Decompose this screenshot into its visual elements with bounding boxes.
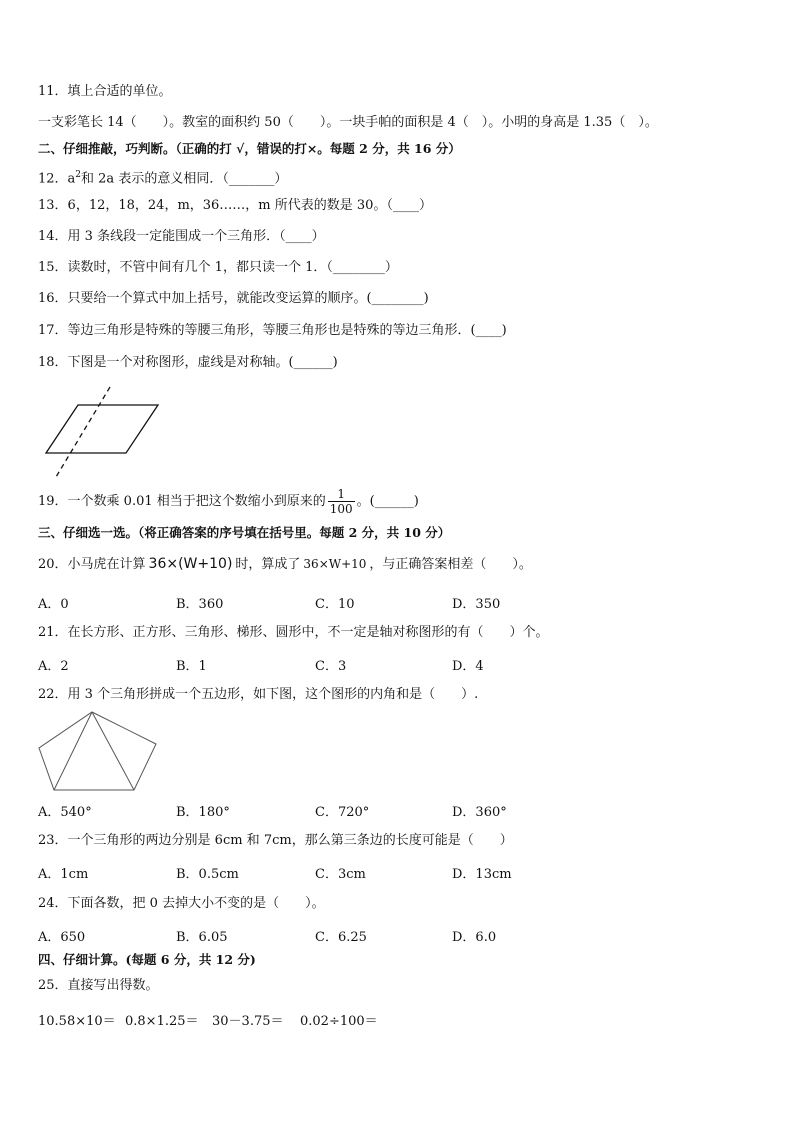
q19-post: 。(______) xyxy=(356,494,419,509)
q23: 23．一个三角形的两边分别是 6cm 和 7cm，那么第三条边的长度可能是（ ） xyxy=(38,833,513,848)
q12-post: 和 2a 表示的意义相同．（_______） xyxy=(81,171,288,187)
q21-option-a[interactable]: A．2 xyxy=(38,659,69,674)
q23-option-d[interactable]: D．13cm xyxy=(452,867,512,882)
q22-option-b[interactable]: B．180° xyxy=(176,805,230,820)
q15: 15．读数时，不管中间有几个 1，都只读一个 1．（________） xyxy=(38,260,398,275)
q20-option-c[interactable]: C．10 xyxy=(315,597,355,612)
q12-sup: 2 xyxy=(75,170,82,180)
calc-item-3: 30－3.75＝ xyxy=(212,1014,284,1029)
q14: 14．用 3 条线段一定能围成一个三角形．（____） xyxy=(38,229,325,244)
calc-item-4: 0.02÷100＝ xyxy=(300,1014,378,1029)
q20-option-b[interactable]: B．360 xyxy=(176,597,224,612)
q20-option-a[interactable]: A．0 xyxy=(38,597,69,612)
parallelogram-figure xyxy=(38,385,168,480)
q22-option-a[interactable]: A．540° xyxy=(38,805,92,820)
q25: 25．直接写出得数。 xyxy=(38,978,159,993)
q20 xyxy=(38,555,532,574)
q24-option-d[interactable]: D．6.0 xyxy=(452,930,497,945)
dashed-axis xyxy=(56,387,110,477)
q19-fraction xyxy=(328,487,355,516)
calc-item-1: 10.58×10＝ xyxy=(38,1014,116,1029)
calc-item-2: 0.8×1.25＝ xyxy=(125,1014,199,1029)
q20-option-d[interactable]: D．350 xyxy=(452,597,501,612)
q24: 24．下面各数，把 0 去掉大小不变的是（ ）。 xyxy=(38,896,325,911)
q21: 21．在长方形、正方形、三角形、梯形、圆形中，不一定是轴对称图形的有（ ）个。 xyxy=(38,625,549,640)
fraction-numerator: 1 xyxy=(328,487,355,502)
q12-pre: 12．a xyxy=(38,171,76,187)
pentagon-diagonal-2 xyxy=(92,712,134,790)
q22-option-d[interactable]: D．360° xyxy=(452,805,507,820)
q24-option-b[interactable]: B．6.05 xyxy=(176,930,228,945)
section-4-title: 四、仔细计算。(每题 6 分，共 12 分) xyxy=(38,952,256,967)
parallelogram-shape xyxy=(46,405,158,453)
q20-mid: 时，算成了 xyxy=(235,557,301,572)
q22-option-c[interactable]: C．720° xyxy=(315,805,370,820)
q16: 16．只要给一个算式中加上括号，就能改变运算的顺序。(________) xyxy=(38,291,429,306)
q17: 17．等边三角形是特殊的等腰三角形，等腰三角形也是特殊的等边三角形．(____) xyxy=(38,323,507,338)
q20-post: ，与正确答案相差（ ）。 xyxy=(369,557,532,572)
pentagon-shape xyxy=(39,712,156,790)
q21-option-b[interactable]: B．1 xyxy=(176,659,207,674)
q20-expr2: 36×W+10 xyxy=(303,557,367,571)
q23-option-b[interactable]: B．0.5cm xyxy=(176,867,239,882)
q23-option-c[interactable]: C．3cm xyxy=(315,867,366,882)
q13: 13．6，12，18，24，m，36……，m 所代表的数是 30。（____） xyxy=(38,198,432,213)
fraction-denominator: 100 xyxy=(329,502,353,516)
section-2-title: 二、仔细推敲，巧判断。（正确的打 √，错误的打×。每题 2 分，共 16 分） xyxy=(38,141,461,156)
q21-option-d[interactable]: D．4 xyxy=(452,659,484,674)
q24-option-c[interactable]: C．6.25 xyxy=(315,930,367,945)
pentagon-figure xyxy=(36,708,161,793)
q20-pre: 20．小马虎在计算 xyxy=(38,557,146,572)
q23-option-a[interactable]: A．1cm xyxy=(38,867,89,882)
q11-body: 一支彩笔长 14（ ）。教室的面积约 50（ ）。一块手帕的面积是 4（ ）。小明的身高是 1.35（ ）。 xyxy=(38,115,658,130)
section-3-title: 三、仔细选一选。（将正确答案的序号填在括号里。每题 2 分，共 10 分） xyxy=(38,525,451,540)
q18: 18．下图是一个对称图形，虚线是对称轴。(______) xyxy=(38,355,338,370)
q24-option-a[interactable]: A．650 xyxy=(38,930,86,945)
q19 xyxy=(38,484,419,520)
q20-expr1: 36×(W+10) xyxy=(148,556,233,572)
pentagon-diagonal-1 xyxy=(54,712,92,790)
q21-option-c[interactable]: C．3 xyxy=(315,659,347,674)
q19-pre: 19．一个数乘 0.01 相当于把这个数缩小到原来的 xyxy=(38,494,326,509)
q11-title: 11．填上合适的单位。 xyxy=(38,84,172,99)
q22: 22．用 3 个三角形拼成一个五边形，如下图，这个图形的内角和是（ ）. xyxy=(38,687,479,702)
q12 xyxy=(38,166,287,188)
